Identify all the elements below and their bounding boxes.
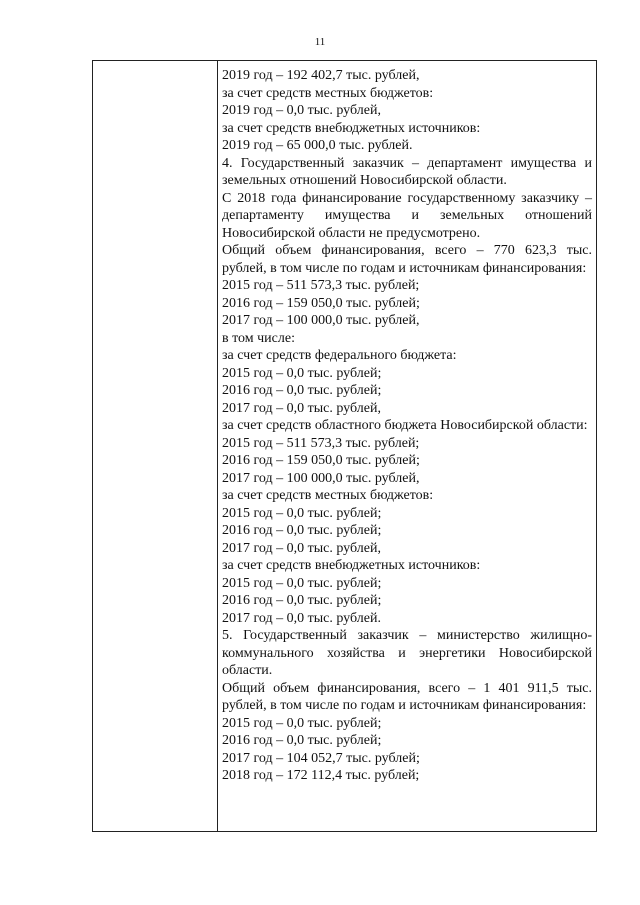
right-cell — [218, 61, 597, 832]
text-line: 2017 год – 0,0 тыс. рублей, — [222, 400, 381, 416]
text-paragraph: 5. Государственный заказчик – министерство жилищно-коммунального хозяйства и энергетики Новосибирской области. — [222, 628, 592, 678]
text-line: 2017 год – 100 000,0 тыс. рублей, — [222, 313, 420, 328]
text-line: 2016 год – 0,0 тыс. рублей; — [222, 523, 382, 538]
text-line: за счет средств внебюджетных источников: — [222, 120, 481, 136]
text-paragraph: Общий объем финансирования, всего – 770 623,3 тыс. рублей, в том числе по годам и источникам финансирования: — [222, 243, 592, 276]
text-line: за счет средств местных бюджетов: — [222, 85, 434, 101]
text-line: 2015 год – 511 573,3 тыс. рублей; — [222, 278, 420, 293]
text-line: 2016 год – 0,0 тыс. рублей; — [222, 383, 382, 398]
table-row — [93, 61, 597, 832]
text-line: 2015 год – 0,0 тыс. рублей; — [222, 575, 382, 591]
text-paragraph: С 2018 года финансирование государственному заказчику – департаменту имущества и земельных отношений Новосибирской области не предусмотрено. — [222, 190, 592, 241]
text-line: 2015 год – 0,0 тыс. рублей; — [222, 505, 382, 521]
text-line: 2015 год – 0,0 тыс. рублей; — [222, 715, 382, 731]
text-line: 2016 год – 0,0 тыс. рублей; — [222, 593, 382, 608]
document-table — [92, 60, 597, 832]
text-line: 2018 год – 172 112,4 тыс. рублей; — [222, 768, 420, 783]
text-line: за счет средств внебюджетных источников: — [222, 558, 481, 573]
text-line: 2017 год – 0,0 тыс. рублей. — [222, 610, 381, 626]
text-paragraph: Общий объем финансирования, всего – 1 401 911,5 тыс. рублей, в том числе по годам и источникам финансирования: — [222, 680, 592, 713]
text-line: за счет средств федерального бюджета: — [222, 348, 457, 363]
text-line: за счет средств местных бюджетов: — [222, 488, 434, 503]
text-line: 2016 год – 159 050,0 тыс. рублей; — [222, 453, 420, 468]
text-line: 2017 год – 100 000,0 тыс. рублей, — [222, 470, 420, 486]
cell-content — [218, 61, 596, 785]
text-paragraph: 4. Государственный заказчик – департамент имущества и земельных отношений Новосибирской области. — [222, 155, 592, 188]
page-number: 11 — [314, 36, 326, 48]
text-line: 2015 год – 511 573,3 тыс. рублей; — [222, 435, 420, 451]
text-line: 2017 год – 0,0 тыс. рублей, — [222, 540, 381, 556]
text-line: 2015 год – 0,0 тыс. рублей; — [222, 365, 382, 381]
text-line: 2019 год – 0,0 тыс. рублей, — [222, 103, 381, 118]
text-line: в том числе: — [222, 330, 295, 346]
text-line: 2017 год – 104 052,7 тыс. рублей; — [222, 750, 420, 766]
text-line: 2016 год – 0,0 тыс. рублей; — [222, 733, 382, 748]
left-cell — [93, 61, 218, 832]
text-line: 2019 год – 192 402,7 тыс. рублей, — [222, 68, 420, 83]
text-line: 2016 год – 159 050,0 тыс. рублей; — [222, 295, 420, 311]
text-line: 2019 год – 65 000,0 тыс. рублей. — [222, 138, 413, 153]
text-paragraph: за счет средств областного бюджета Новосибирской области: — [222, 418, 588, 433]
